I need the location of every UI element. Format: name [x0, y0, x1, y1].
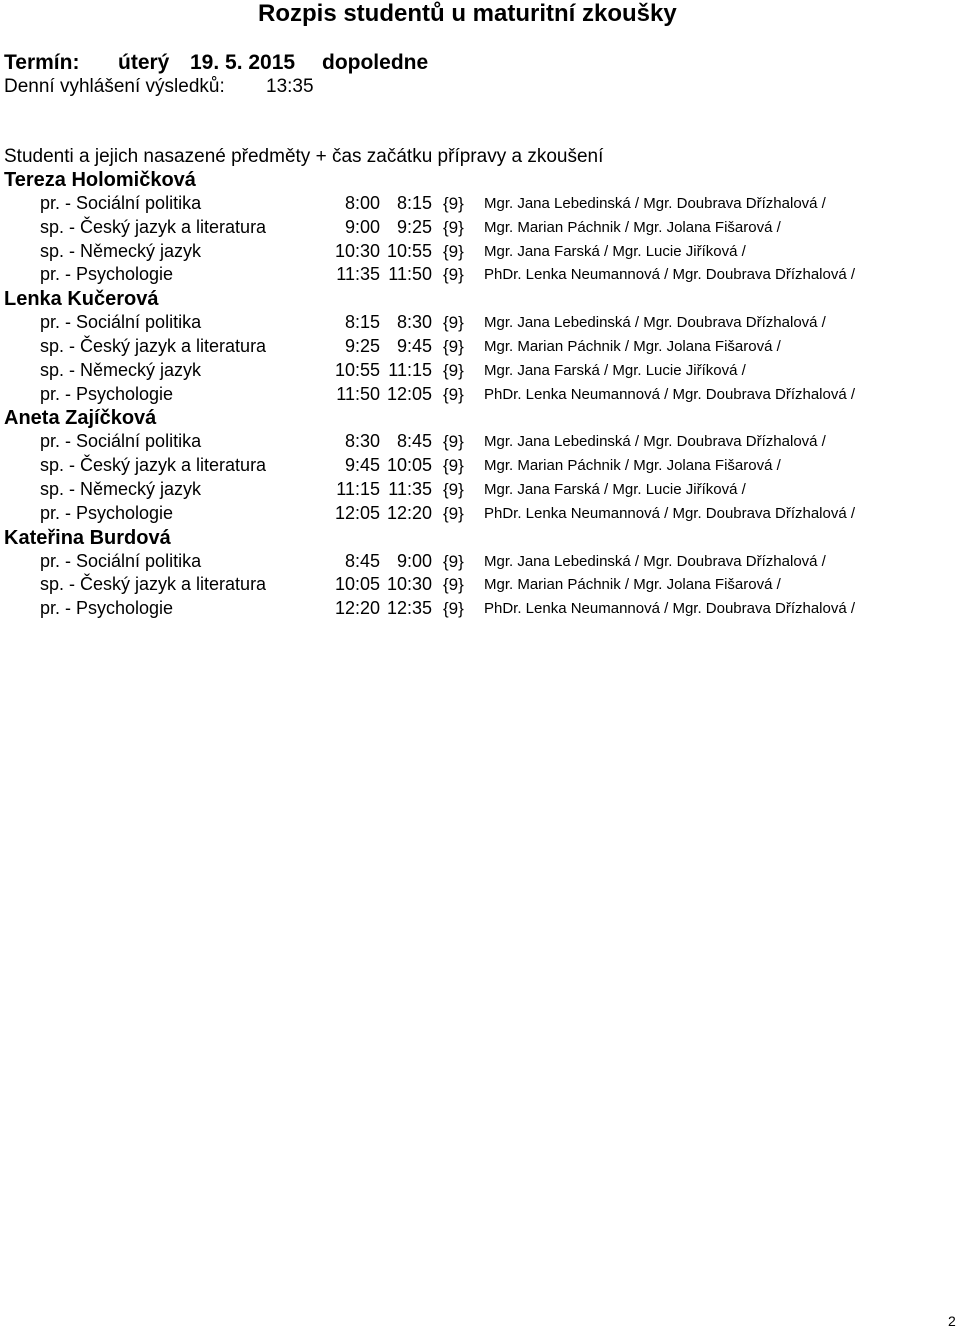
prep-start-time: 11:50 [336, 383, 380, 404]
examiners: Mgr. Jana Lebedinská / Mgr. Doubrava Dřízhalová / [484, 314, 826, 332]
exam-row [0, 263, 960, 287]
commission-code: {9} [443, 384, 464, 404]
exam-subject: pr. - Psychologie [40, 502, 174, 523]
schedule-intro: Studenti a jejich nasazené předměty + čas začátku přípravy a zkoušení [4, 146, 604, 167]
exam-start-time: 10:55 [386, 240, 432, 261]
student-name: Lenka Kučerová [4, 288, 159, 311]
exam-subject: pr. - Sociální politika [40, 312, 202, 333]
exam-row [0, 550, 960, 574]
prep-start-time: 11:15 [336, 478, 380, 499]
prep-start-time: 8:15 [344, 312, 380, 333]
examiners: Mgr. Jana Lebedinská / Mgr. Doubrava Dřízhalová / [484, 195, 826, 212]
examiners: Mgr. Jana Farská / Mgr. Lucie Jiříková / [484, 242, 746, 260]
examiners: Mgr. Jana Farská / Mgr. Lucie Jiříková / [484, 480, 746, 498]
exam-start-time: 9:00 [396, 550, 432, 571]
exam-subject: sp. - Německý jazyk [40, 240, 202, 261]
commission-code: {9} [443, 313, 464, 333]
term-label: Termín: [4, 51, 80, 74]
exam-subject: pr. - Sociální politika [40, 550, 202, 571]
results-label: Denní vyhlášení výsledků: [4, 76, 225, 97]
student-name: Kateřina Burdová [4, 526, 171, 549]
term-date: 19. 5. 2015 [190, 51, 296, 74]
exam-row [0, 383, 960, 407]
prep-start-time: 9:25 [344, 335, 380, 356]
prep-start-time: 9:00 [344, 216, 380, 237]
commission-code: {9} [443, 194, 464, 213]
examiners: PhDr. Lenka Neumannová / Mgr. Doubrava Dřízhalová / [484, 600, 856, 618]
exam-subject: sp. - Český jazyk a literatura [40, 216, 267, 237]
term-day: úterý [118, 51, 170, 74]
commission-code: {9} [443, 551, 464, 571]
exam-row [0, 311, 960, 335]
prep-start-time: 10:30 [334, 240, 380, 261]
exam-row [0, 192, 960, 216]
exam-start-time: 11:15 [388, 359, 432, 380]
exam-subject: sp. - Německý jazyk [40, 478, 202, 499]
examiners: PhDr. Lenka Neumannová / Mgr. Doubrava Dřízhalová / [484, 385, 856, 403]
examiners: PhDr. Lenka Neumannová / Mgr. Doubrava Dřízhalová / [484, 266, 856, 284]
exam-row [0, 240, 960, 264]
results-time: 13:35 [266, 76, 314, 97]
exam-start-time: 10:30 [386, 574, 432, 595]
prep-start-time: 8:00 [344, 193, 380, 213]
term-period: dopoledne [322, 51, 429, 74]
prep-start-time: 8:45 [344, 550, 380, 571]
commission-code: {9} [443, 599, 464, 619]
exam-subject: pr. - Psychologie [40, 598, 174, 619]
exam-subject: pr. - Psychologie [40, 264, 174, 285]
examiners: Mgr. Jana Lebedinská / Mgr. Doubrava Dřízhalová / [484, 433, 826, 451]
page-title: Rozpis studentů u maturitní zkoušky [258, 0, 677, 27]
prep-start-time: 10:05 [334, 574, 380, 595]
exam-row [0, 597, 960, 621]
prep-start-time: 12:20 [334, 598, 380, 619]
exam-start-time: 12:20 [386, 502, 432, 523]
examiners: Mgr. Jana Lebedinská / Mgr. Doubrava Dřízhalová / [484, 552, 826, 570]
exam-row [0, 216, 960, 240]
prep-start-time: 11:35 [336, 264, 380, 285]
exam-start-time: 8:45 [396, 431, 432, 452]
commission-code: {9} [443, 336, 464, 356]
commission-code: {9} [443, 265, 464, 285]
prep-start-time: 9:45 [344, 455, 380, 476]
prep-start-time: 12:05 [334, 502, 380, 523]
exam-subject: sp. - Český jazyk a literatura [40, 455, 267, 476]
exam-start-time: 8:15 [396, 193, 432, 213]
exam-subject: sp. - Český jazyk a literatura [40, 574, 267, 595]
examiners: Mgr. Marian Páchnik / Mgr. Jolana Fišarová / [484, 218, 781, 236]
prep-start-time: 10:55 [334, 359, 380, 380]
exam-subject: sp. - Německý jazyk [40, 359, 202, 380]
student-name: Tereza Holomičková [4, 169, 196, 191]
page-number: 2 [948, 1313, 956, 1329]
examiners: Mgr. Marian Páchnik / Mgr. Jolana Fišarová / [484, 337, 781, 355]
prep-start-time: 8:30 [344, 431, 380, 452]
commission-code: {9} [443, 575, 464, 595]
exam-row [0, 359, 960, 383]
commission-code: {9} [443, 479, 464, 499]
exam-row [0, 502, 960, 526]
exam-start-time: 12:05 [386, 383, 432, 404]
exam-start-time: 10:05 [386, 455, 432, 476]
commission-code: {9} [443, 217, 464, 237]
exam-row [0, 573, 960, 597]
commission-code: {9} [443, 360, 464, 380]
exam-subject: pr. - Sociální politika [40, 431, 202, 452]
exam-subject: pr. - Sociální politika [40, 193, 202, 213]
exam-row [0, 454, 960, 478]
examiners: PhDr. Lenka Neumannová / Mgr. Doubrava Dřízhalová / [484, 504, 856, 522]
exam-start-time: 9:45 [396, 335, 432, 356]
exam-row [0, 335, 960, 359]
examiners: Mgr. Jana Farská / Mgr. Lucie Jiříková / [484, 361, 746, 379]
exam-start-time: 11:50 [388, 264, 432, 285]
commission-code: {9} [443, 456, 464, 476]
commission-code: {9} [443, 432, 464, 452]
exam-start-time: 8:30 [396, 312, 432, 333]
exam-subject: sp. - Český jazyk a literatura [40, 335, 267, 356]
exam-start-time: 12:35 [386, 598, 432, 619]
commission-code: {9} [443, 241, 464, 261]
student-schedule [0, 168, 960, 621]
commission-code: {9} [443, 503, 464, 523]
examiners: Mgr. Marian Páchnik / Mgr. Jolana Fišarová / [484, 576, 781, 594]
exam-start-time: 9:25 [396, 216, 432, 237]
exam-row [0, 430, 960, 454]
student-name: Aneta Zajíčková [4, 407, 157, 430]
exam-row [0, 478, 960, 502]
exam-start-time: 11:35 [388, 478, 432, 499]
exam-subject: pr. - Psychologie [40, 383, 174, 404]
examiners: Mgr. Marian Páchnik / Mgr. Jolana Fišarová / [484, 457, 781, 475]
